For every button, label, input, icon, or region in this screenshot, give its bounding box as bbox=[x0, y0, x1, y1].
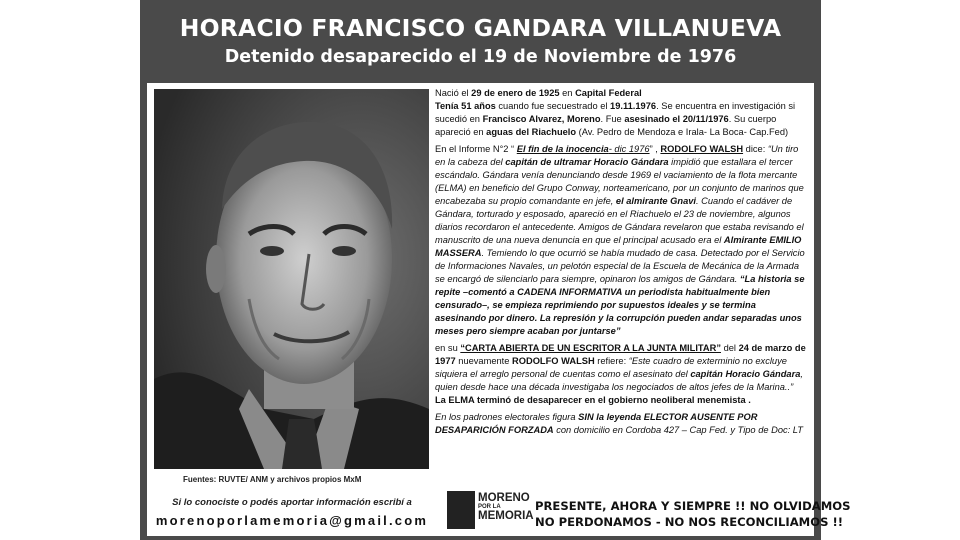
contact-call: Si lo conociste o podés aportar información escribí a bbox=[172, 497, 412, 508]
bio-paragraph-walsh-report: En el Informe N°2 “ El fin de la inocencia- dic 1976” , RODOLFO WALSH dice: “Un tiro en la cabeza del capitán de ultramar Horacio Gándara impidió que estallara el tercer escándalo. Gándara venía denunciando desde 1969 el vaciamiento de la flota mercante (ELMA) en beneficio del Grupo Conway, norteamericano, por un conjunto de marinos que encabezaba su propio comandante en jefe, el almirante Gnavi. Cuando el cadáver de Gándara, torturado y esposado, apareció en el Riachuelo el 23 de noviembre, algunos diarios recordaron el antecedente. Amigos de Gándara revelaron que estaba revisando el manuscrito de una nueva denuncia en que el principal acusado era el Almirante EMILIO MASSERA. Temiendo lo que ocurrió se había mudado de casa. Detectado por el Servicio de Informaciones Navales, un pelotón especial de la Escuela de Mecánica de la Armada se encargó de silenciarlo para siempre, opinaron los amigos de Gándara. “La historia se repite –comentó a CADENA INFORMATIVA un periodista habitualmente bien censurado–, se empieza reprimiendo por supuestos ideales y se termina asesinando por dinero. La represión y la corrupción pueden andar separadas unos meses pero siempre acaban por juntarse” bbox=[435, 144, 805, 336]
photo-sources: Fuentes: RUVTE/ ANM y archivos propios MxM bbox=[183, 475, 362, 484]
biography-text bbox=[435, 87, 809, 441]
page-title: HORACIO FRANCISCO GANDARA VILLANUEVA bbox=[179, 14, 782, 42]
bio-paragraph-electoral: En los padrones electorales figura SIN la leyenda ELECTOR AUSENTE POR DESAPARICIÓN FORZADA con domicilio en Cordoba 427 – Cap Fed. y Tipo de Doc: LT bbox=[435, 412, 803, 435]
portrait-photo bbox=[154, 89, 429, 469]
memorial-card bbox=[140, 0, 851, 540]
header bbox=[140, 0, 821, 82]
contact-email[interactable]: morenoporlamemoria@gmail.com bbox=[155, 513, 429, 528]
bio-elma-note: La ELMA terminó de desaparecer en el gobierno neoliberal menemista . bbox=[435, 395, 751, 405]
bio-paragraph-birth: Nació el 29 de enero de 1925 en Capital Federal Tenía 51 años cuando fue secuestrado el 19.11.1976. Se encuentra en investigación si sucedió en Francisco Alvarez, Moreno. Fue asesinado el 20/11/1976. Su cuerpo apareció en aguas del Riachuelo (Av. Pedro de Mendoza e Irala- La Boca- Cap.Fed) bbox=[435, 88, 796, 137]
moreno-memoria-logo: MORENO POR LA MEMORIA bbox=[447, 491, 529, 529]
logo-image-icon bbox=[447, 491, 475, 529]
content-panel bbox=[147, 83, 851, 536]
slogan-line-2: NO PERDONAMOS - NO NOS RECONCILIAMOS !! bbox=[535, 515, 844, 529]
slogan bbox=[535, 498, 851, 530]
slogan-line-1: PRESENTE, AHORA Y SIEMPRE !! NO OLVIDAMOS bbox=[535, 499, 851, 513]
portrait-illustration bbox=[154, 89, 429, 469]
page-subtitle: Detenido desaparecido el 19 de Noviembre de 1976 bbox=[224, 47, 737, 67]
bio-paragraph-open-letter: en su “CARTA ABIERTA DE UN ESCRITOR A LA JUNTA MILITAR” del 24 de marzo de 1977 nuevamente RODOLFO WALSH refiere: “Este cuadro de exterminio no excluye siquiera el arreglo personal de cuentas como el asesinato del capitán Horacio Gándara, quien desde hace una década investigaba los negociados de altos jefes de la Marina..” La ELMA terminó de desaparecer en el gobierno neoliberal menemista . bbox=[435, 343, 806, 405]
